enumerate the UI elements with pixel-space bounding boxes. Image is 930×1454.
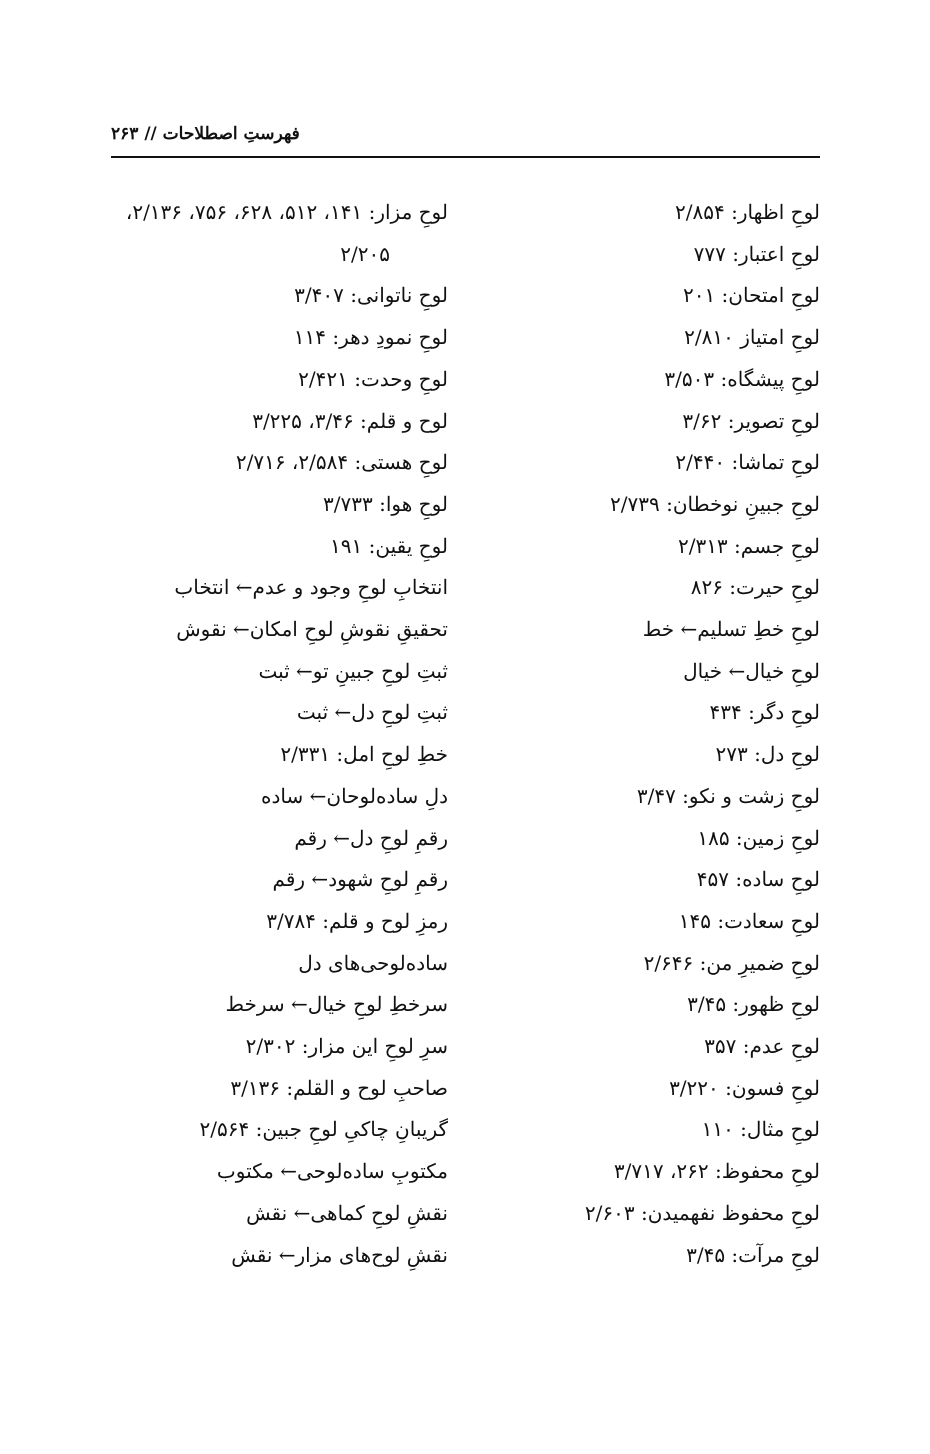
index-entry: لوحِ حیرت: ۸۲۶ <box>690 575 820 600</box>
index-entry: ثبتِ لوحِ جبینِ تو← ثبت <box>258 658 448 683</box>
index-entry: لوحِ دل: ۲۷۳ <box>715 742 820 767</box>
index-entry: ساده‌لوحی‌های دل <box>298 950 448 975</box>
index-entry: لوحِ محفوظ: ۲۶۲، ۳/۷۱۷ <box>613 1159 820 1184</box>
index-entry: لوحِ وحدت: ۲/۴۲۱ <box>298 366 448 391</box>
index-entry: لوحِ جسم: ۲/۳۱۳ <box>677 533 820 558</box>
index-entry: رقمِ لوحِ شهود← رقم <box>272 867 448 892</box>
index-entry: انتخابِ لوحِ وجود و عدم← انتخاب <box>174 575 448 600</box>
index-entry: لوح و قلم: ۳/۴۶، ۳/۲۲۵ <box>252 408 448 433</box>
index-entry: لوحِ امتیاز ۲/۸۱۰ <box>684 325 820 350</box>
index-entry: خطِ لوحِ امل: ۲/۳۳۱ <box>280 742 448 767</box>
index-entry: سرخطِ لوحِ خیال← سرخط <box>225 992 448 1017</box>
index-entry: لوحِ زشت و نکو: ۳/۴۷ <box>636 783 820 808</box>
index-entry: لوحِ دگر: ۴۳۴ <box>709 700 820 725</box>
index-entry: لوحِ اظهار: ۲/۸۵۴ <box>675 200 820 224</box>
index-entry: لوحِ خیال← خیال <box>683 658 820 683</box>
index-entry: لوحِ ضمیرِ من: ۲/۶۴۶ <box>643 950 820 975</box>
index-entry: ثبتِ لوحِ دل← ثبت <box>296 700 448 725</box>
index-entry: رمزِ لوح و قلم: ۳/۷۸۴ <box>266 908 448 933</box>
index-entry: لوحِ هوا: ۳/۷۳۳ <box>323 491 448 516</box>
index-entry: نقشِ لوحِ کماهی← نقش <box>246 1200 448 1225</box>
running-header <box>111 120 820 158</box>
index-entry: لوحِ فسون: ۳/۲۲۰ <box>669 1075 820 1100</box>
index-entry-continuation: ۲/۲۰۵ <box>340 241 390 266</box>
index-entry: مکتوبِ ساده‌لوحی← مکتوب <box>216 1159 448 1184</box>
index-entry: لوحِ پیشگاه: ۳/۵۰۳ <box>664 366 820 391</box>
index-entry: رقمِ لوحِ دل← رقم <box>294 825 448 850</box>
index-entry: لوحِ عدم: ۳۵۷ <box>704 1034 820 1059</box>
header-title: فهرستِ اصطلاحات // ۲۶۳ <box>111 124 300 144</box>
index-entry: لوحِ ناتوانی: ۳/۴۰۷ <box>294 283 448 308</box>
index-column-left <box>103 192 448 1276</box>
index-entry: سرِ لوحِ این مزار: ۲/۳۰۲ <box>245 1034 448 1059</box>
index-entry: لوحِ نمودِ دهر: ۱۱۴ <box>293 325 448 350</box>
index-entry: تحقیقِ نقوشِ لوحِ امکان← نقوش <box>176 617 448 642</box>
index-entry: لوحِ سعادت: ۱۴۵ <box>678 908 820 933</box>
index-entry: لوحِ یقین: ۱۹۱ <box>330 533 448 558</box>
index-entry: لوحِ اعتبار: ۷۷۷ <box>693 241 820 266</box>
index-column-right <box>490 192 820 1276</box>
index-entry: لوحِ مرآت: ۳/۴۵ <box>686 1242 820 1267</box>
index-entry: لوحِ محفوظ نفهمیدن: ۲/۶۰۳ <box>584 1200 820 1225</box>
index-entry: لوحِ خطِ تسلیم← خط <box>642 617 820 642</box>
index-entry: لوحِ تماشا: ۲/۴۴۰ <box>675 450 820 475</box>
index-entry: لوحِ ظهور: ۳/۴۵ <box>687 992 820 1017</box>
index-entry: لوحِ هستی: ۲/۵۸۴، ۲/۷۱۶ <box>235 450 448 475</box>
index-entry: لوحِ زمین: ۱۸۵ <box>697 825 820 850</box>
index-entry: لوحِ مزار: ۱۴۱، ۵۱۲، ۶۲۸، ۷۵۶، ۲/۱۳۶، <box>125 200 448 224</box>
index-entry: لوحِ امتحان: ۲۰۱ <box>682 283 820 308</box>
index-entry: صاحبِ لوح و القلم: ۳/۱۳۶ <box>230 1075 448 1100</box>
index-entry: لوحِ تصویر: ۳/۶۲ <box>682 408 820 433</box>
index-entry: لوحِ جبینِ نوخطان: ۲/۷۳۹ <box>610 491 820 516</box>
index-entry: دلِ ساده‌لوحان← ساده <box>261 783 448 808</box>
index-entry: لوحِ ساده: ۴۵۷ <box>696 867 820 892</box>
index-entry: گریبانِ چاکیِ لوحِ جبین: ۲/۵۶۴ <box>199 1117 448 1142</box>
index-entry: نقشِ لوح‌های مزار← نقش <box>231 1242 448 1267</box>
index-entry: لوحِ مثال: ۱۱۰ <box>701 1117 820 1142</box>
